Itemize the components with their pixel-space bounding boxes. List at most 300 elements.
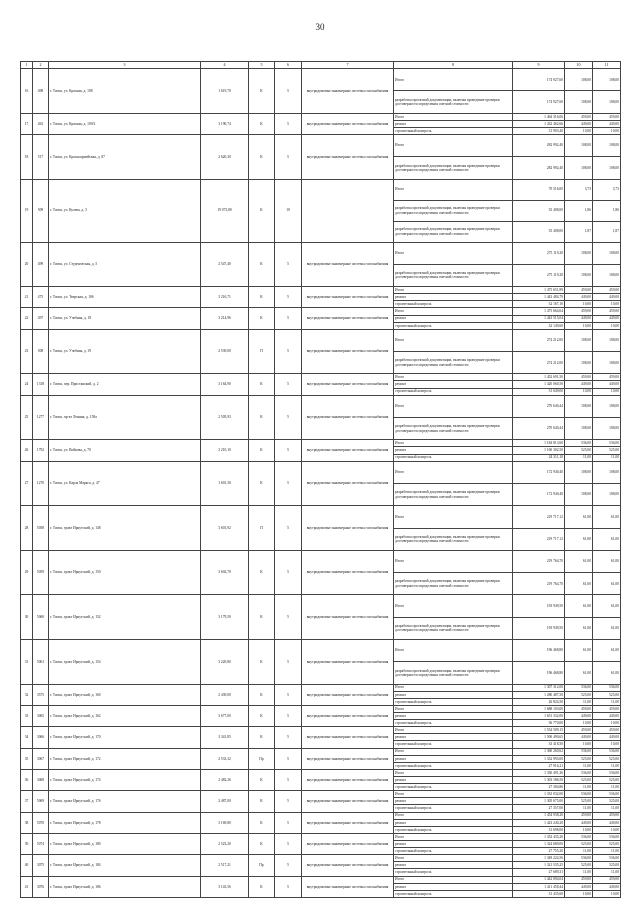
work-type: ремонт — [394, 713, 513, 720]
work-cost: 31 903,40 — [513, 127, 565, 134]
wall-type: К — [249, 833, 275, 854]
work-cost: 1 333 032,00 — [513, 791, 565, 798]
limit-cost: 61,00 — [593, 639, 621, 661]
system-name: внутридомовые инженерные системы газоснабжения — [302, 440, 394, 461]
work-cost: 1 305 675,00 — [513, 798, 565, 805]
limit-cost: 449,00 — [593, 713, 621, 720]
limit-cost: 459,00 — [593, 727, 621, 734]
house-id: 3075 — [33, 855, 49, 876]
work-type: строительный контроль — [394, 805, 513, 812]
work-type: строительный контроль — [394, 388, 513, 395]
row-number: 23 — [21, 329, 33, 374]
system-name: внутридомовые инженерные системы газоснабжения — [302, 287, 394, 308]
column-number-row — [21, 62, 621, 69]
unit-cost: 1,86 — [565, 200, 593, 221]
house-id: 3068 — [33, 769, 49, 790]
house-id: 475 — [33, 287, 49, 308]
limit-cost: 1,86 — [593, 200, 621, 221]
wall-type: К — [249, 287, 275, 308]
house-id: 517 — [33, 134, 49, 179]
work-type: ремонт — [394, 691, 513, 698]
column-number: 1 — [21, 62, 33, 69]
limit-cost: 108,00 — [593, 395, 621, 417]
house-address: г. Томск, тракт Иркутский, д. 178 — [49, 812, 201, 833]
house-id: 499 — [33, 242, 49, 287]
limit-cost: 459,00 — [593, 287, 621, 294]
floors-count: 5 — [275, 684, 302, 705]
limit-cost: 449,00 — [593, 381, 621, 388]
floors-count: 5 — [275, 242, 302, 287]
unit-cost: 449,00 — [565, 883, 593, 890]
wall-type: Пр — [249, 855, 275, 876]
work-type: Итого — [394, 69, 513, 91]
unit-cost: 10,00 — [565, 720, 593, 727]
unit-cost: 449,00 — [565, 819, 593, 826]
house-area: 3 214,96 — [201, 308, 249, 329]
object-row — [21, 727, 621, 734]
work-cost: 31 698,00 — [513, 826, 565, 833]
system-name: внутридомовые инженерные системы газоснабжения — [302, 461, 394, 506]
unit-cost: 108,00 — [565, 352, 593, 374]
limit-cost: 449,00 — [593, 819, 621, 826]
work-cost: 33 418,50 — [513, 741, 565, 748]
house-address: г. Томск, тракт Иркутский, д. 180 — [49, 833, 201, 854]
object-row — [21, 833, 621, 840]
wall-type: К — [249, 440, 275, 461]
limit-cost: 459,00 — [593, 812, 621, 819]
limit-cost: 536,00 — [593, 855, 621, 862]
work-cost: 219 717,12 — [513, 506, 565, 528]
wall-type: К — [249, 684, 275, 705]
floors-count: 5 — [275, 812, 302, 833]
limit-cost: 10,00 — [593, 322, 621, 329]
house-area: 2 482,26 — [201, 769, 249, 790]
house-id: 3575 — [33, 684, 49, 705]
unit-cost: 108,00 — [565, 242, 593, 264]
floors-count: 5 — [275, 287, 302, 308]
unit-cost: 525,00 — [565, 691, 593, 698]
limit-cost: 459,00 — [593, 876, 621, 883]
floors-count: 5 — [275, 550, 302, 595]
unit-cost: 536,00 — [565, 833, 593, 840]
object-row — [21, 595, 621, 617]
limit-cost: 11,00 — [593, 762, 621, 769]
unit-cost: 1,87 — [565, 221, 593, 242]
row-number: 16 — [21, 69, 33, 114]
object-row — [21, 550, 621, 572]
work-cost: 24 311,10 — [513, 454, 565, 461]
floors-count: 5 — [275, 308, 302, 329]
house-address: г. Томск, ул. Красноармейская, д. 87 — [49, 134, 201, 179]
house-id: 508 — [33, 329, 49, 374]
unit-cost: 108,00 — [565, 329, 593, 351]
work-cost: 1 432 462,66 — [513, 120, 565, 127]
work-type: разработка проектной документации, включая проведение проверки достоверности определения сметной стоимости — [394, 662, 513, 684]
house-address: г. Томск, тракт Иркутский, д. 186 — [49, 876, 201, 897]
work-cost: 70 516,00 — [513, 179, 565, 200]
unit-cost: 108,00 — [565, 264, 593, 286]
work-type: строительный контроль — [394, 826, 513, 833]
work-type: Итого — [394, 179, 513, 200]
limit-cost: 449,00 — [593, 294, 621, 301]
work-type: ремонт — [394, 798, 513, 805]
house-id: 463 — [33, 113, 49, 134]
row-number: 22 — [21, 308, 33, 329]
limit-cost: 536,00 — [593, 769, 621, 776]
work-cost: 1 475 664,64 — [513, 308, 565, 315]
limit-cost: 61,00 — [593, 573, 621, 595]
unit-cost: 536,00 — [565, 684, 593, 691]
work-type: ремонт — [394, 840, 513, 847]
registry-body — [21, 62, 621, 898]
wall-type: К — [249, 69, 275, 114]
work-type: разработка проектной документации, включая проведение проверки достоверности определения сметной стоимости — [394, 200, 513, 221]
limit-cost: 108,00 — [593, 352, 621, 374]
house-area: 3 164,90 — [201, 374, 249, 395]
work-type: строительный контроль — [394, 784, 513, 791]
row-number: 31 — [21, 639, 33, 684]
house-id: 5069 — [33, 791, 49, 812]
work-cost: 172 940,40 — [513, 483, 565, 505]
work-type: ремонт — [394, 777, 513, 784]
unit-cost: 11,00 — [565, 698, 593, 705]
unit-cost: 536,00 — [565, 855, 593, 862]
system-name — [302, 179, 394, 242]
work-cost: 1 360 260,62 — [513, 748, 565, 755]
unit-cost: 61,00 — [565, 617, 593, 639]
house-area: 2 523,20 — [201, 833, 249, 854]
row-number: 25 — [21, 395, 33, 440]
house-address: г. Томск, ул. Тверская, д. 106 — [49, 287, 201, 308]
house-address: г. Томск, ул. Студенческая, д. 5 — [49, 242, 201, 287]
unit-cost: 459,00 — [565, 727, 593, 734]
house-area: 3 190,74 — [201, 113, 249, 134]
limit-cost: 11,00 — [593, 848, 621, 855]
work-cost: 1 464 316,06 — [513, 113, 565, 120]
unit-cost: 525,00 — [565, 798, 593, 805]
work-cost: 282 992,40 — [513, 157, 565, 179]
house-address: г. Томск, ул. Красная, д. 108 — [49, 69, 201, 114]
limit-cost: 525,00 — [593, 691, 621, 698]
column-number: 10 — [565, 62, 593, 69]
floors-count: 5 — [275, 69, 302, 114]
work-cost: 31 435,60 — [513, 890, 565, 897]
work-cost: 27 357,00 — [513, 805, 565, 812]
unit-cost: 61,00 — [565, 528, 593, 550]
limit-cost: 108,00 — [593, 483, 621, 505]
house-area: 2 505,93 — [201, 395, 249, 440]
house-area: 3 602,70 — [201, 550, 249, 595]
work-type: строительный контроль — [394, 322, 513, 329]
work-cost: 1 420 060,50 — [513, 381, 565, 388]
limit-cost: 10,00 — [593, 720, 621, 727]
row-number: 35 — [21, 748, 33, 769]
wall-type: К — [249, 550, 275, 595]
limit-cost: 11,00 — [593, 784, 621, 791]
house-id: 497 — [33, 308, 49, 329]
house-id: 3066 — [33, 727, 49, 748]
house-id: 5061 — [33, 639, 49, 684]
work-cost: 1 307 312,00 — [513, 684, 565, 691]
unit-cost: 11,00 — [565, 762, 593, 769]
work-type: разработка проектной документации, включая проведение проверки достоверности определения сметной стоимости — [394, 352, 513, 374]
unit-cost: 525,00 — [565, 755, 593, 762]
limit-cost: 3,73 — [593, 179, 621, 200]
limit-cost: 459,00 — [593, 705, 621, 712]
limit-cost: 108,00 — [593, 134, 621, 156]
wall-type: П — [249, 506, 275, 551]
work-cost: 219 764,70 — [513, 573, 565, 595]
work-type: строительный контроль — [394, 454, 513, 461]
floors-count: 5 — [275, 595, 302, 640]
work-type: разработка проектной документации, включая проведение проверки достоверности определения сметной стоимости — [394, 157, 513, 179]
system-name: внутридомовые инженерные системы газоснабжения — [302, 876, 394, 897]
limit-cost: 536,00 — [593, 748, 621, 755]
limit-cost: 61,00 — [593, 506, 621, 528]
work-cost: 1 411 458,44 — [513, 883, 565, 890]
unit-cost: 10,00 — [565, 741, 593, 748]
work-cost: 27 689,31 — [513, 869, 565, 876]
work-cost: 26 824,50 — [513, 698, 565, 705]
unit-cost: 11,00 — [565, 869, 593, 876]
object-row — [21, 812, 621, 819]
column-number: 2 — [33, 62, 49, 69]
house-id: 5070 — [33, 812, 49, 833]
system-name: внутридомовые инженерные системы газоснабжения — [302, 113, 394, 134]
house-address: г. Томск, ул. Учебная, д. 18 — [49, 308, 201, 329]
wall-type: К — [249, 179, 275, 242]
house-area: 3 677,00 — [201, 705, 249, 726]
work-type: строительный контроль — [394, 741, 513, 748]
limit-cost: 11,00 — [593, 805, 621, 812]
row-number: 24 — [21, 374, 33, 395]
system-name: внутридомовые инженерные системы газоснабжения — [302, 395, 394, 440]
row-number: 40 — [21, 855, 33, 876]
wall-type: К — [249, 395, 275, 440]
work-cost: 1 454 938,20 — [513, 812, 565, 819]
limit-cost: 11,00 — [593, 869, 621, 876]
work-cost: 275 119,20 — [513, 242, 565, 264]
object-row — [21, 329, 621, 351]
limit-cost: 108,00 — [593, 264, 621, 286]
house-id: 5060 — [33, 595, 49, 640]
limit-cost: 525,00 — [593, 777, 621, 784]
row-number: 37 — [21, 791, 33, 812]
unit-cost: 459,00 — [565, 705, 593, 712]
object-row — [21, 705, 621, 712]
wall-type: П — [249, 329, 275, 374]
work-type: Итого — [394, 134, 513, 156]
floors-count: 5 — [275, 705, 302, 726]
limit-cost: 525,00 — [593, 447, 621, 454]
work-cost: 27 755,20 — [513, 848, 565, 855]
row-number: 34 — [21, 727, 33, 748]
work-cost: 1 330 491,36 — [513, 769, 565, 776]
page-number: 30 — [315, 22, 325, 32]
work-type: строительный контроль — [394, 890, 513, 897]
unit-cost: 11,00 — [565, 805, 593, 812]
wall-type: К — [249, 461, 275, 506]
work-cost: 1 303 186,50 — [513, 777, 565, 784]
work-cost: 32 149,60 — [513, 322, 565, 329]
work-type: ремонт — [394, 447, 513, 454]
row-number: 20 — [21, 242, 33, 287]
row-number: 36 — [21, 769, 33, 790]
floors-count: 5 — [275, 748, 302, 769]
limit-cost: 11,00 — [593, 454, 621, 461]
work-cost: 196 468,80 — [513, 639, 565, 661]
limit-cost: 10,00 — [593, 890, 621, 897]
object-row — [21, 287, 621, 294]
limit-cost: 536,00 — [593, 440, 621, 447]
house-address: г. Томск, тракт Иркутский, д. 160 — [49, 684, 201, 705]
column-number: 11 — [593, 62, 621, 69]
unit-cost: 3,73 — [565, 179, 593, 200]
unit-cost: 449,00 — [565, 734, 593, 741]
object-row — [21, 179, 621, 200]
work-cost: 35 408,00 — [513, 221, 565, 242]
row-number: 29 — [21, 550, 33, 595]
work-cost: 1 442 894,04 — [513, 876, 565, 883]
work-type: Итого — [394, 791, 513, 798]
object-row — [21, 639, 621, 661]
system-name: внутридомовые инженерные системы газоснабжения — [302, 639, 394, 684]
floors-count: 5 — [275, 639, 302, 684]
object-row — [21, 684, 621, 691]
system-name: внутридомовые инженерные системы газоснабжения — [302, 134, 394, 179]
unit-cost: 449,00 — [565, 381, 593, 388]
floors-count: 5 — [275, 461, 302, 506]
work-cost: 275 119,20 — [513, 264, 565, 286]
limit-cost: 525,00 — [593, 755, 621, 762]
unit-cost: 459,00 — [565, 876, 593, 883]
work-type: разработка проектной документации, включая проведение проверки достоверности определения сметной стоимости — [394, 91, 513, 113]
work-type: Итого — [394, 639, 513, 661]
work-type: Итого — [394, 833, 513, 840]
unit-cost: 11,00 — [565, 454, 593, 461]
unit-cost: 10,00 — [565, 890, 593, 897]
system-name: внутридомовые инженерные системы газоснабжения — [302, 684, 394, 705]
object-row — [21, 113, 621, 120]
row-number: 27 — [21, 461, 33, 506]
work-cost: 1 324 680,00 — [513, 840, 565, 847]
row-number: 30 — [21, 595, 33, 640]
limit-cost: 61,00 — [593, 528, 621, 550]
floors-count: 5 — [275, 727, 302, 748]
work-cost: 1 423 240,20 — [513, 819, 565, 826]
work-cost: 1 321 535,25 — [513, 862, 565, 869]
work-type: ремонт — [394, 120, 513, 127]
house-area: 3 169,80 — [201, 812, 249, 833]
house-area: 2 533,32 — [201, 748, 249, 769]
object-row — [21, 395, 621, 417]
unit-cost: 61,00 — [565, 506, 593, 528]
work-cost: 1 651 332,00 — [513, 713, 565, 720]
work-type: Итого — [394, 329, 513, 351]
row-number: 17 — [21, 113, 33, 134]
limit-cost: 1,87 — [593, 221, 621, 242]
limit-cost: 525,00 — [593, 840, 621, 847]
floors-count: 5 — [275, 395, 302, 440]
house-id: 1318 — [33, 374, 49, 395]
work-type: ремонт — [394, 734, 513, 741]
unit-cost: 459,00 — [565, 113, 593, 120]
floors-count: 5 — [275, 374, 302, 395]
limit-cost: 459,00 — [593, 113, 621, 120]
wall-type: К — [249, 595, 275, 640]
limit-cost: 108,00 — [593, 417, 621, 439]
limit-cost: 10,00 — [593, 301, 621, 308]
work-type: разработка проектной документации, включая проведение проверки достоверности определения сметной стоимости — [394, 221, 513, 242]
work-cost: 1 160 302,50 — [513, 447, 565, 454]
wall-type: К — [249, 374, 275, 395]
work-type: строительный контроль — [394, 720, 513, 727]
house-area: 19 073,80 — [201, 179, 249, 242]
work-type: Итого — [394, 595, 513, 617]
column-number: 8 — [394, 62, 513, 69]
limit-cost: 108,00 — [593, 69, 621, 91]
unit-cost: 108,00 — [565, 69, 593, 91]
object-row — [21, 440, 621, 447]
row-number: 18 — [21, 134, 33, 179]
system-name: внутридомовые инженерные системы газоснабжения — [302, 855, 394, 876]
work-cost: 27 916,21 — [513, 762, 565, 769]
system-name: внутридомовые инженерные системы газоснабжения — [302, 242, 394, 287]
work-cost: 1 184 813,60 — [513, 440, 565, 447]
work-cost: 193 949,50 — [513, 617, 565, 639]
work-type: строительный контроль — [394, 698, 513, 705]
object-row — [21, 308, 621, 315]
house-address: г. Томск, пр-кт Ленина, д. 158а — [49, 395, 201, 440]
work-cost: 270 640,44 — [513, 395, 565, 417]
unit-cost: 525,00 — [565, 447, 593, 454]
floors-count: 5 — [275, 769, 302, 790]
unit-cost: 108,00 — [565, 157, 593, 179]
limit-cost: 10,00 — [593, 127, 621, 134]
floors-count: 5 — [275, 855, 302, 876]
limit-cost: 459,00 — [593, 374, 621, 381]
unit-cost: 536,00 — [565, 748, 593, 755]
object-row — [21, 769, 621, 776]
unit-cost: 10,00 — [565, 388, 593, 395]
floors-count: 5 — [275, 833, 302, 854]
column-number: 5 — [249, 62, 275, 69]
row-number: 33 — [21, 705, 33, 726]
work-cost: 1 500 490,65 — [513, 734, 565, 741]
house-address: г. Томск, тракт Иркутский, д. 170 — [49, 727, 201, 748]
work-type: Итого — [394, 395, 513, 417]
house-id: 3065 — [33, 705, 49, 726]
limit-cost: 108,00 — [593, 242, 621, 264]
work-type: Итого — [394, 308, 513, 315]
work-type: разработка проектной документации, включая проведение проверки достоверности определения сметной стоимости — [394, 417, 513, 439]
work-cost: 1 475 651,89 — [513, 287, 565, 294]
limit-cost: 449,00 — [593, 883, 621, 890]
floors-count: 10 — [275, 179, 302, 242]
work-cost: 1 352 435,20 — [513, 833, 565, 840]
house-address: г. Томск, ул. Кулева, д. 3 — [49, 179, 201, 242]
work-cost: 193 949,50 — [513, 595, 565, 617]
work-cost: 174 927,60 — [513, 69, 565, 91]
column-number: 3 — [49, 62, 201, 69]
object-row — [21, 374, 621, 381]
wall-type: К — [249, 727, 275, 748]
unit-cost: 536,00 — [565, 791, 593, 798]
work-type: ремонт — [394, 315, 513, 322]
work-type: строительный контроль — [394, 869, 513, 876]
row-number: 39 — [21, 833, 33, 854]
floors-count: 5 — [275, 791, 302, 812]
